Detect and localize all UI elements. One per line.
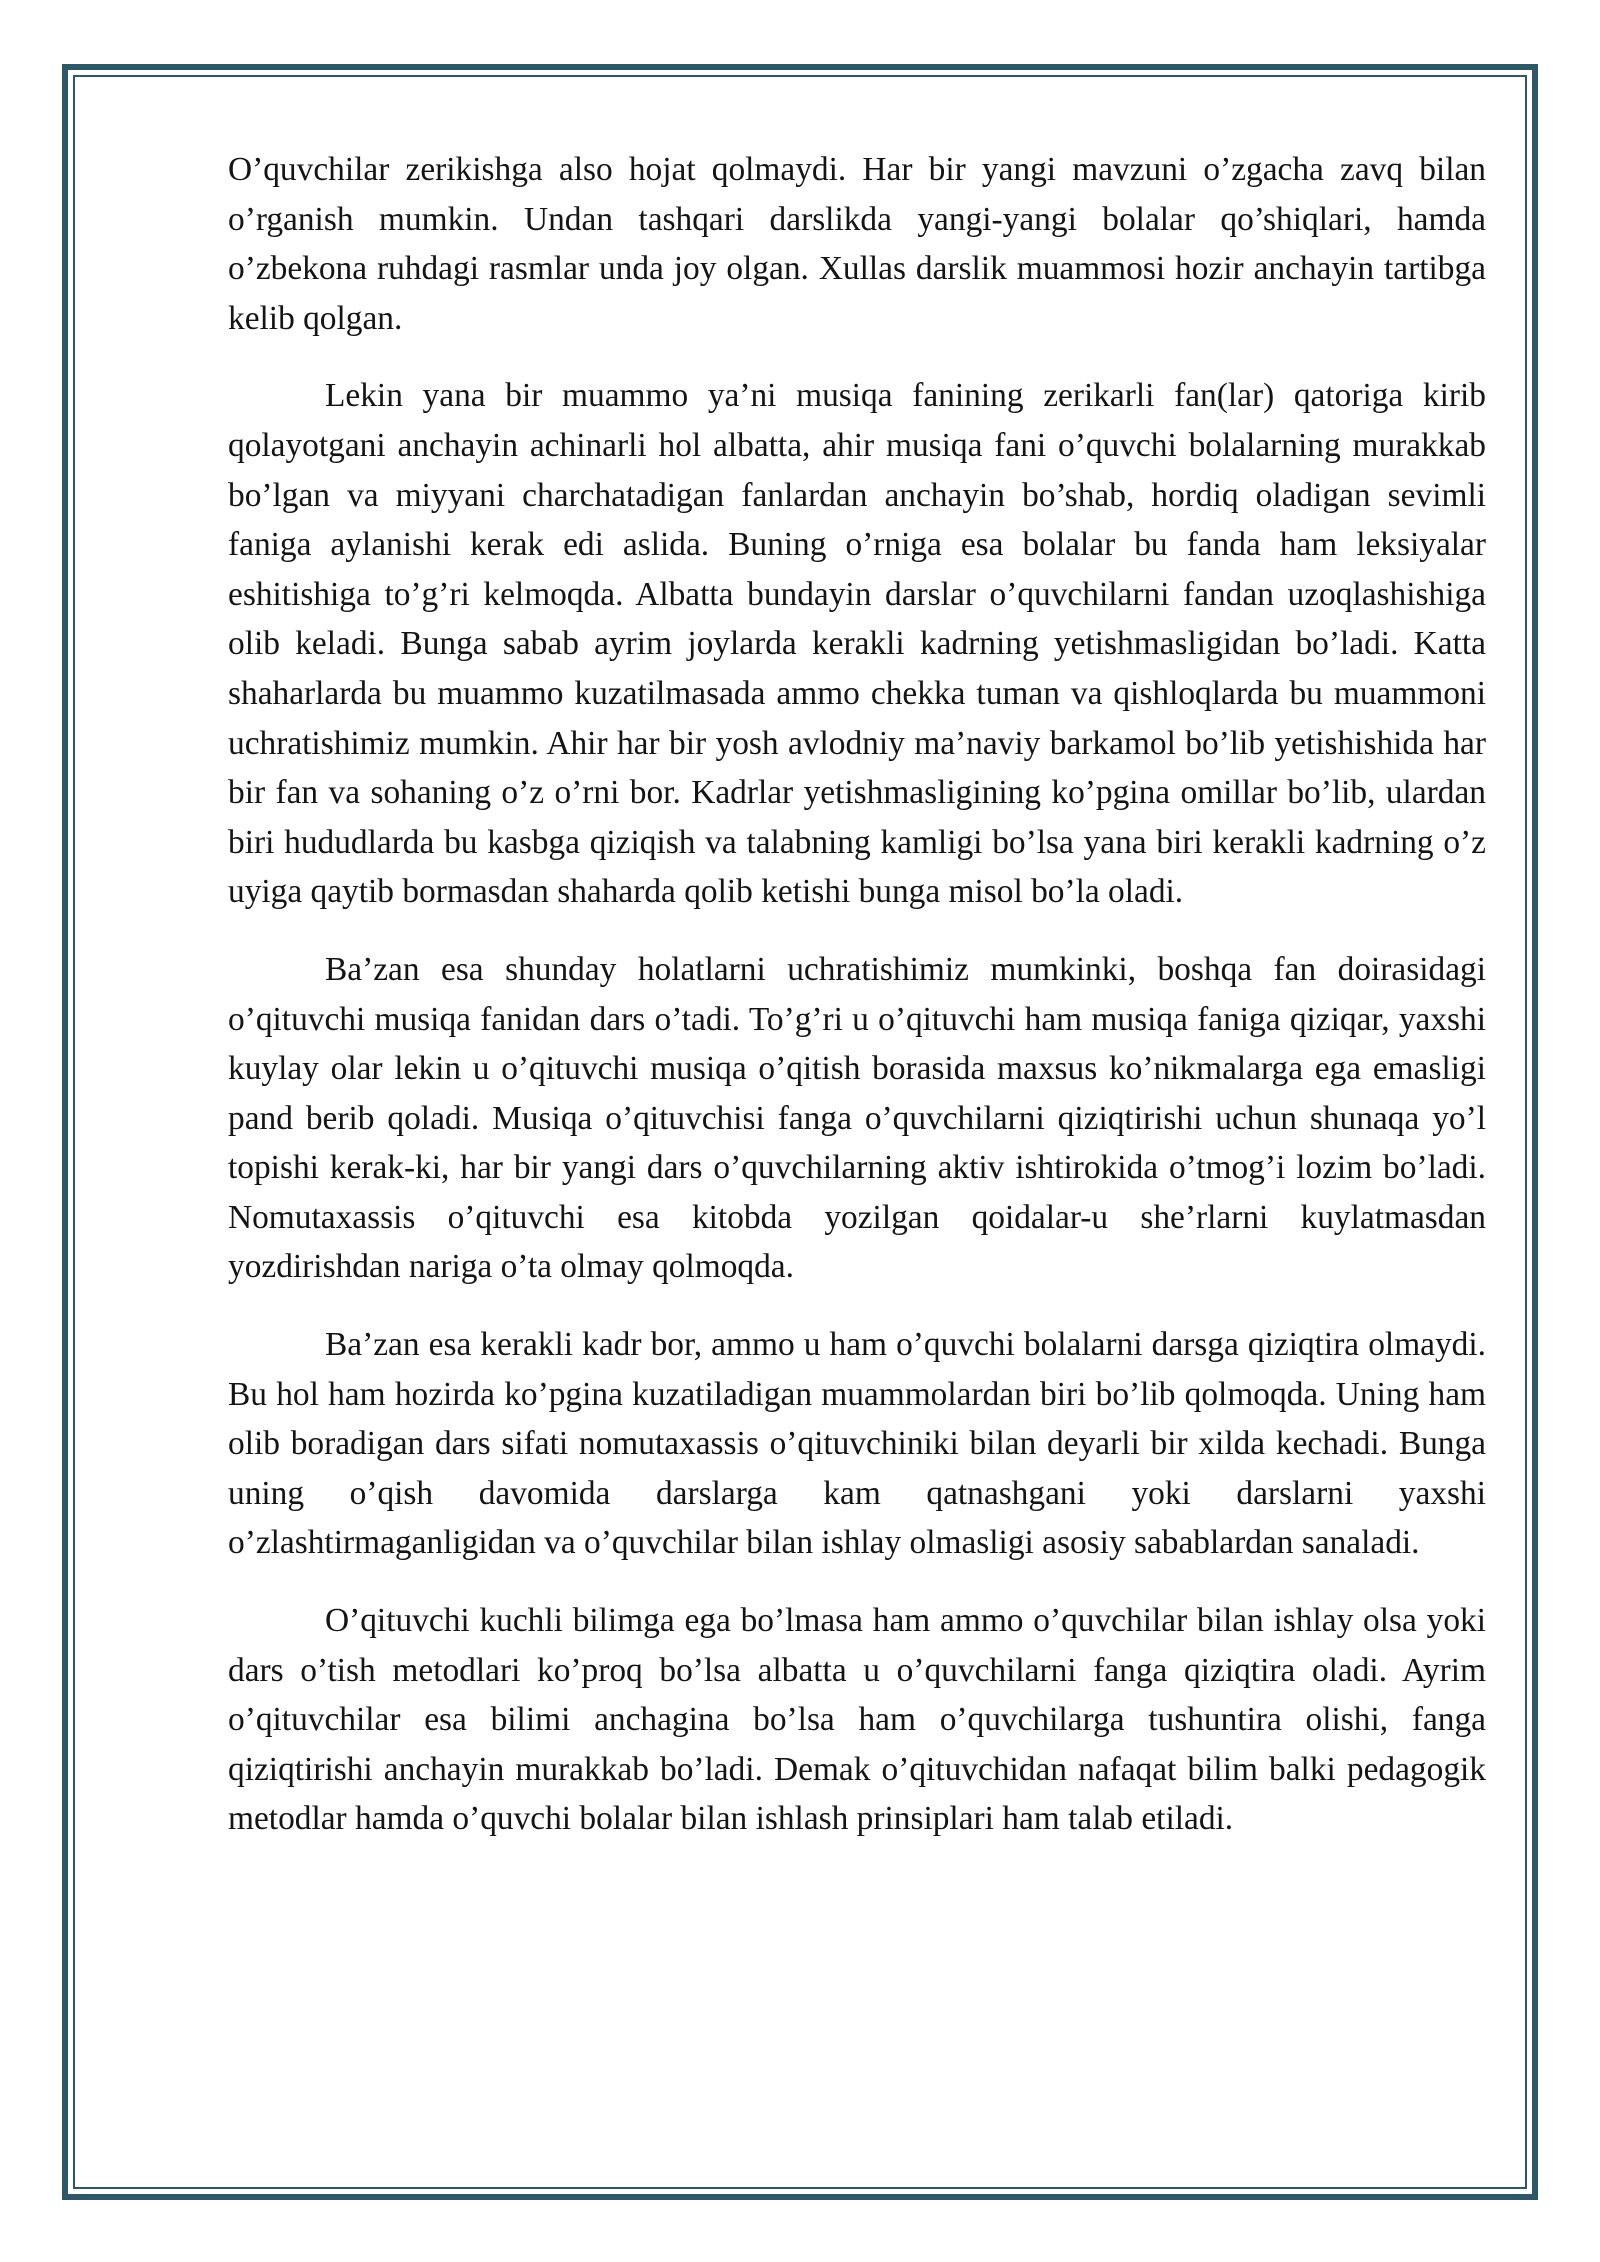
paragraph-3: Ba’zan esa shunday holatlarni uchratishimiz mumkinki, boshqa fan doirasidagi o’qituvchi musiqa fanidan dars o’tadi. To’g’ri u o’qituvchi ham musiqa faniga qiziqar, yaxshi kuylay olar lekin u o’qituvchi musiqa o’qitish borasida maxsus ko’nikmalarga ega emasligi pand berib qoladi. Musiqa o’qituvchisi fanga o’quvchilarni qiziqtirishi uchun shunaqa yo’l topishi kerak-ki, har bir yangi dars o’quvchilarning aktiv ishtirokida o’tmog’i lozim bo’ladi. Nomutaxassis o’qituvchi esa kitobda yozilgan qoidalar-u she’rlarni kuylatmasdan yozdirishdan nariga o’ta olmay qolmoqda. xyxy=(228,950,1486,1286)
paragraph-4: Ba’zan esa kerakli kadr bor, ammo u ham o’quvchi bolalarni darsga qiziqtira olmaydi. Bu hol ham hozirda ko’pgina kuzatiladigan muammolardan biri bo’lib qolmoqda. Uning ham olib boradigan dars sifati nomutaxassis o’qituvchiniki bilan deyarli bir xilda kechadi. Bunga uning o’qish davomida darslarga kam qatnashgani yoki darslarni yaxshi o’zlashtirmaganligidan va o’quvchilar bilan ishlay olmasligi asosiy sabablardan sanaladi. xyxy=(228,1326,1486,1562)
document-body xyxy=(228,145,1486,1844)
paragraph-5: O’qituvchi kuchli bilimga ega bo’lmasa ham ammo o’quvchilar bilan ishlay olsa yoki dars o’tish metodlari ko’proq bo’lsa albatta u o’quvchilarni fanga qiziqtira oladi. Ayrim o’qituvchilar esa bilimi anchagina bo’lsa ham o’quvchilarga tushuntira olishi, fanga qiziqtirishi anchayin murakkab bo’ladi. Demak o’qituvchidan nafaqat bilim balki pedagogik metodlar hamda o’quvchi bolalar bilan ishlash prinsiplari ham talab etiladi. xyxy=(228,1602,1486,1838)
paragraph-1: O’quvchilar zerikishga also hojat qolmaydi. Har bir yangi mavzuni o’zgacha zavq bilan o’rganish mumkin. Undan tashqari darslikda yangi-yangi bolalar qo’shiqlari, hamda o’zbekona ruhdagi rasmlar unda joy olgan. Xullas darslik muammosi hozir anchayin tartibga kelib qolgan. xyxy=(228,151,1486,337)
paragraph-2: Lekin yana bir muammo ya’ni musiqa fanining zerikarli fan(lar) qatoriga kirib qolayotgani anchayin achinarli hol albatta, ahir musiqa fani o’quvchi bolalarning murakkab bo’lgan va miyyani charchatadigan fanlardan anchayin bo’shab, hordiq oladigan sevimli faniga aylanishi kerak edi aslida. Buning o’rniga esa bolalar bu fanda ham leksiyalar eshitishiga to’g’ri kelmoqda. Albatta bundayin darslar o’quvchilarni fandan uzoqlashishiga olib keladi. Bunga sabab ayrim joylarda kerakli kadrning yetishmasligidan bo’ladi. Katta shaharlarda bu muammo kuzatilmasada ammo chekka tuman va qishloqlarda bu muammoni uchratishimiz mumkin. Ahir har bir yosh avlodniy ma’naviy barkamol bo’lib yetishishida har bir fan va sohaning o’z o’rni bor. Kadrlar yetishmasligining ko’pgina omillar bo’lib, ulardan biri hududlarda bu kasbga qiziqish va talabning kamligi bo’lsa yana biri kerakli kadrning o’z uyiga qaytib bormasdan shaharda qolib ketishi bunga misol bo’la oladi. xyxy=(228,377,1486,911)
